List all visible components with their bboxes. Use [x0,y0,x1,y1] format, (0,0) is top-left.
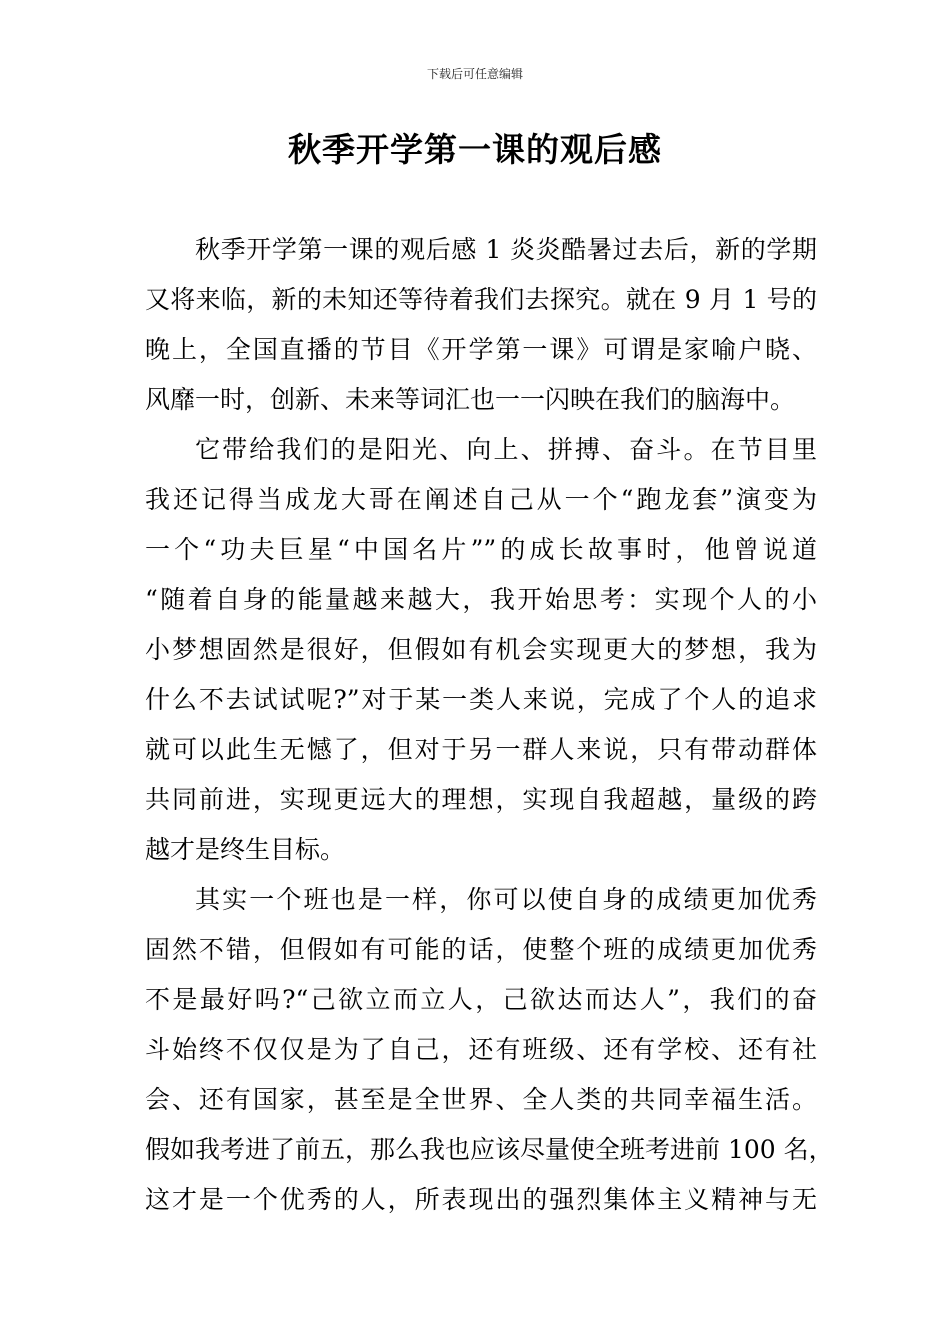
paragraph-line: 会、还有国家，甚至是全世界、全人类的共同幸福生活。 [145,1085,817,1114]
paragraph-line: 一个“功夫巨星“中国名片””的成长故事时，他曾说道 [145,535,817,564]
paragraph-line: 共同前进，实现更远大的理想，实现自我超越，量级的跨 [145,785,817,814]
paragraph-line: 又将来临，新的未知还等待着我们去探究。就在 9 月 1 号的 [145,285,817,314]
paragraph-line: 假如我考进了前五，那么我也应该尽量使全班考进前 100 名， [145,1135,834,1164]
paragraph-line: “随着自身的能量越来越大，我开始思考：实现个人的小 [145,585,817,614]
paragraph-line: 它带给我们的是阳光、向上、拼搏、奋斗。在节目里 [195,435,817,464]
paragraph-line: 这才是一个优秀的人，所表现出的强烈集体主义精神与无 [145,1185,817,1214]
paragraph-line: 晚上，全国直播的节目《开学第一课》可谓是家喻户晓、 [145,335,817,364]
paragraph-line: 我还记得当成龙大哥在阐述自己从一个“跑龙套”演变为 [145,485,817,514]
paragraph-line: 斗始终不仅仅是为了自己，还有班级、还有学校、还有社 [145,1035,817,1064]
paragraph-line: 不是最好吗?“己欲立而立人，己欲达而达人”，我们的奋 [145,985,817,1014]
paragraph-line: 其实一个班也是一样，你可以使自身的成绩更加优秀 [195,885,817,914]
paragraph-line: 越才是终生目标。 [145,835,346,864]
paragraph-line: 风靡一时，创新、未来等词汇也一一闪映在我们的脑海中。 [145,385,796,414]
paragraph-line: 小梦想固然是很好，但假如有机会实现更大的梦想，我为 [145,635,817,664]
document-title: 秋季开学第一课的观后感 [288,130,662,169]
document-body [145,225,834,1225]
paragraph-line: 固然不错，但假如有可能的话，使整个班的成绩更加优秀 [145,935,817,964]
paragraph-line: 秋季开学第一课的观后感 1 炎炎酷暑过去后，新的学期 [195,235,817,264]
paragraph-line: 什么不去试试呢?”对于某一类人来说，完成了个人的追求 [145,685,817,714]
paragraph-line: 就可以此生无憾了，但对于另一群人来说，只有带动群体 [145,735,817,764]
header-note: 下载后可任意编辑 [426,67,523,81]
